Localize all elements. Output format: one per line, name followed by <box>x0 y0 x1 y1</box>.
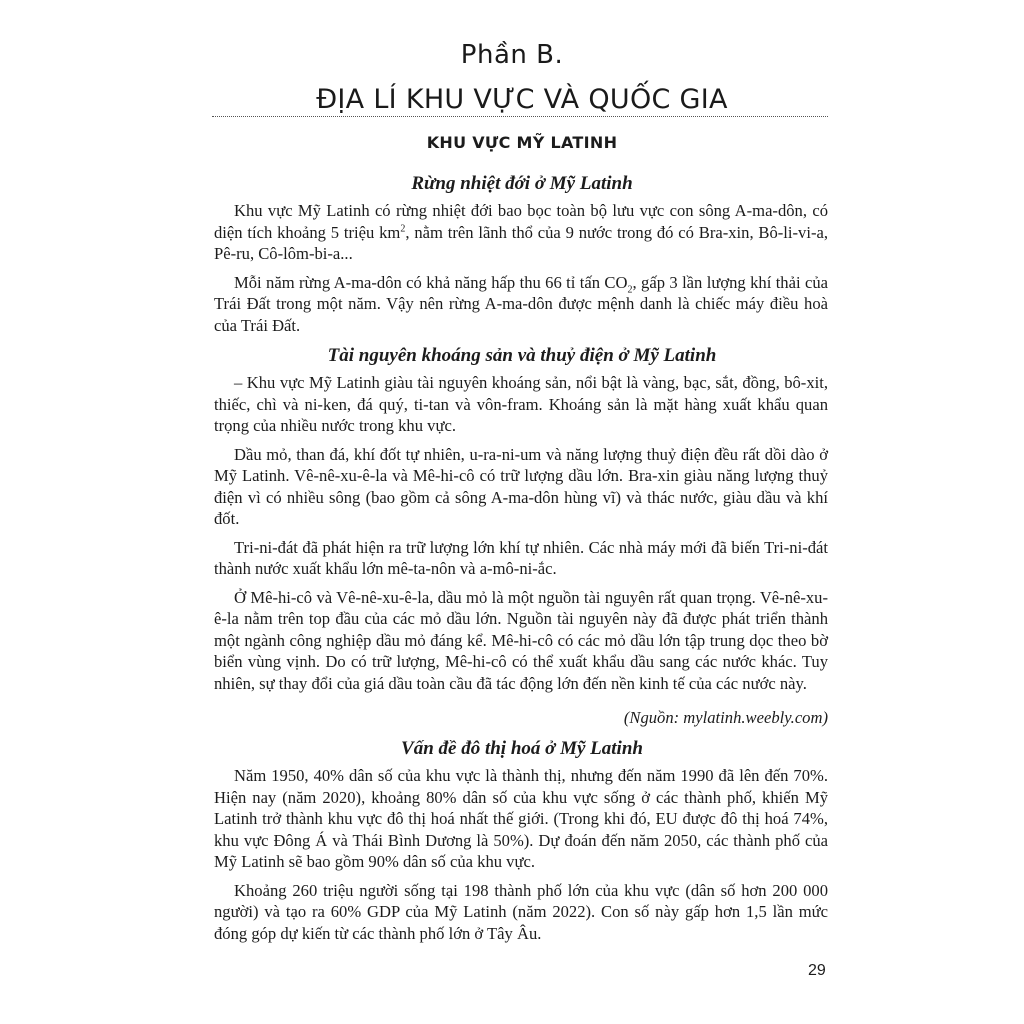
heading-rainforest: Rừng nhiệt đới ở Mỹ Latinh <box>411 173 633 194</box>
resources-paragraph-1: – Khu vực Mỹ Latinh giàu tài nguyên khoáng sản, nổi bật là vàng, bạc, sắt, đồng, bô-xit, thiếc, chì và ni-ken, đá quý, ti-tan và vôn-fram. Khoáng sản là mặt hàng xuất khẩu quan trọng của nhiều nước trong khu vực. <box>214 373 828 435</box>
resources-paragraph-4: Ở Mê-hi-cô và Vê-nê-xu-ê-la, dầu mỏ là một nguồn tài nguyên rất quan trọng. Vê-nê-xu-ê-la nằm trên top đầu của các mỏ dầu lớn. Nguồn tài nguyên này đã được phát triển thành một ngành công nghiệp dầu mỏ đáng kể. Mê-hi-cô có các mỏ dầu lớn tập trung dọc theo bờ biển vùng vịnh. Do có trữ lượng, Mê-hi-cô có thể xuất khẩu dầu sang các nước khác. Tuy nhiên, sự thay đổi của giá dầu toàn cầu đã tác động lớn đến nền kinh tế của các nước này. <box>214 587 828 693</box>
source-citation: (Nguồn: mylatinh.weebly.com) <box>623 708 828 727</box>
resources-paragraph-3: Tri-ni-đát đã phát hiện ra trữ lượng lớn khí tự nhiên. Các nhà máy mới đã biến Tri-ni-đát thành nước xuất khẩu lớn mê-ta-nôn và a-mô-ni-ắc. <box>214 537 828 578</box>
text-span: , nằm trên lãnh thổ của 9 nước trong đó có Bra-xin, Bô-li-vi-a, Pê-ru, Cô-lôm-bi-a... <box>214 222 829 263</box>
subscript: 2 <box>627 283 633 295</box>
part-label: Phần B. <box>460 40 564 70</box>
heading-urbanization: Vấn đề đô thị hoá ở Mỹ Latinh <box>401 738 643 759</box>
text-span: Mỗi năm rừng A-ma-dôn có khả năng hấp thu 66 tỉ tấn CO <box>234 272 628 292</box>
text-span: , gấp 3 lần lượng khí thải của Trái Đất trong một năm. Vậy nên rừng A-ma-dôn được mệnh danh là chiếc máy điều hoà của Trái Đất. <box>214 272 828 335</box>
rainforest-body <box>214 200 828 343</box>
dotted-divider <box>212 116 828 117</box>
urbanization-paragraph-2: Khoảng 260 triệu người sống tại 198 thành phố lớn của khu vực (dân số hơn 200 000 người) và tạo ra 60% GDP của Mỹ Latinh (năm 2022). Con số này gấp hơn 1,5 lần mức đóng góp dự kiến từ các thành phố lớn ở Tây Âu. <box>214 880 828 943</box>
region-title: KHU VỰC MỸ LATINH <box>426 133 618 152</box>
rainforest-paragraph-1 <box>214 200 828 265</box>
superscript: 2 <box>400 222 406 234</box>
urbanization-paragraph-1: Năm 1950, 40% dân số của khu vực là thành thị, nhưng đến năm 1990 đã lên đến 70%. Hiện nay (năm 2020), khoảng 80% dân số của khu vực sống ở các thành phố, khiến Mỹ Latinh trở thành khu vực đô thị hoá nhất thế giới. (Trong khi đó, EU được đô thị hoá 74%, khu vực Đông Á và Thái Bình Dương là 50%). Dự đoán đến năm 2050, các thành phố của Mỹ Latinh sẽ bao gồm 90% dân số của khu vực. <box>214 766 828 871</box>
rainforest-paragraph-2 <box>214 272 828 337</box>
resources-paragraph-2: Dầu mỏ, than đá, khí đốt tự nhiên, u-ra-ni-um và năng lượng thuỷ điện đều rất dồi dào ở Mỹ Latinh. Vê-nê-xu-ê-la và Mê-hi-cô có trữ lượng dầu lớn. Bra-xin giàu năng lượng thuỷ điện vì có nhiều sông (bao gồm cả sông A-ma-dôn hùng vĩ) và thác nước, giàu dầu và khí đốt. <box>214 444 828 528</box>
page-number: 29 <box>808 962 826 979</box>
resources-body <box>214 372 828 701</box>
section-title: ĐỊA LÍ KHU VỰC VÀ QUỐC GIA <box>316 84 728 115</box>
text-span: Khu vực Mỹ Latinh có rừng nhiệt đới bao bọc toàn bộ lưu vực con sông A-ma-dôn, có diện tích khoảng 5 triệu km <box>214 201 828 242</box>
heading-resources: Tài nguyên khoáng sản và thuỷ điện ở Mỹ Latinh <box>327 345 717 366</box>
urbanization-body <box>214 765 828 951</box>
